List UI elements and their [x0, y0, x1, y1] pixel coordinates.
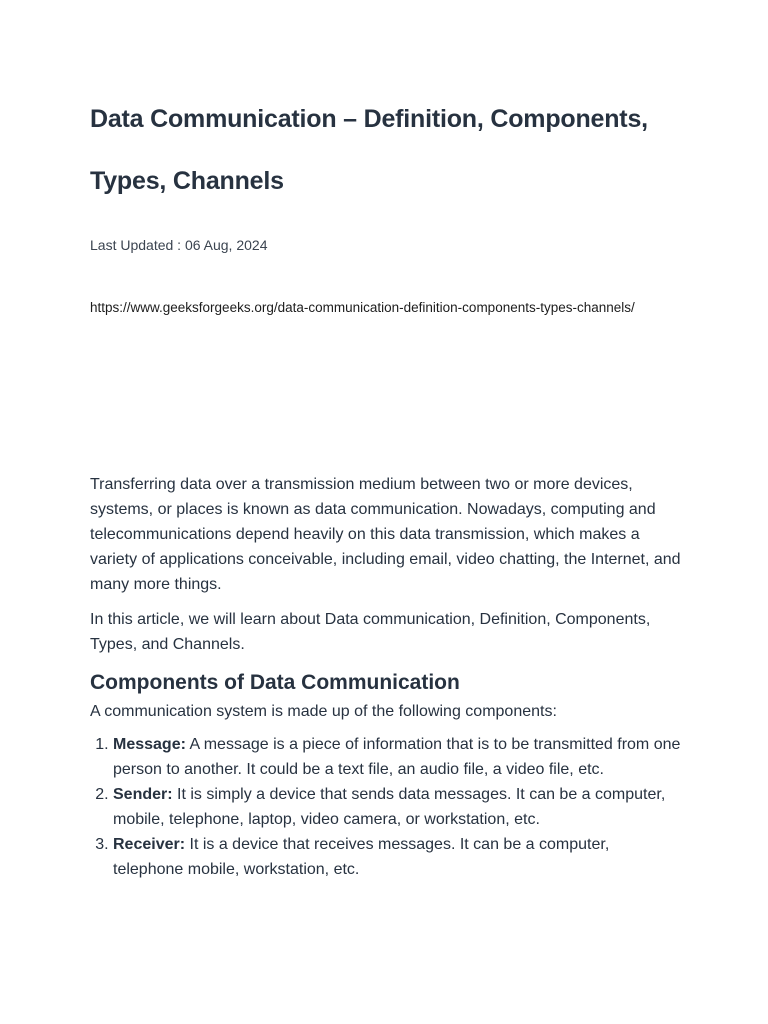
component-description: It is simply a device that sends data messages. It can be a computer, mobile, telephone, laptop, video camera, or workstation, etc.	[113, 786, 666, 828]
article-header	[90, 0, 682, 326]
list-item	[113, 732, 682, 782]
section-heading-components: Components of Data Communication	[90, 671, 460, 694]
component-term-message: Message:	[113, 736, 186, 753]
component-term-sender: Sender:	[113, 786, 173, 803]
article-scope-paragraph: In this article, we will learn about Data communication, Definition, Components, Types, and Channels.	[90, 611, 651, 653]
components-lead-paragraph: A communication system is made up of the following components:	[90, 703, 557, 720]
article-body	[90, 472, 682, 882]
component-term-receiver: Receiver:	[113, 836, 186, 853]
page-title: Data Communication – Definition, Components, Types, Channels	[90, 105, 648, 195]
list-item	[113, 832, 682, 882]
source-url: https://www.geeksforgeeks.org/data-communication-definition-components-types-channels/	[90, 300, 635, 315]
last-updated-date: Last Updated : 06 Aug, 2024	[90, 237, 268, 253]
intro-paragraph: Transferring data over a transmission medium between two or more devices, systems, or places is known as data communication. Nowadays, computing and telecommunications depend heavily on this data transmission, which makes a variety of applications conceivable, including email, video chatting, the Internet, and many more things.	[90, 476, 681, 593]
list-item	[113, 782, 682, 832]
component-description: A message is a piece of information that is to be transmitted from one person to another. It could be a text file, an audio file, a video file, etc.	[113, 736, 681, 778]
component-description: It is a device that receives messages. It can be a computer, telephone mobile, workstation, etc.	[113, 836, 610, 878]
components-list	[90, 732, 682, 882]
